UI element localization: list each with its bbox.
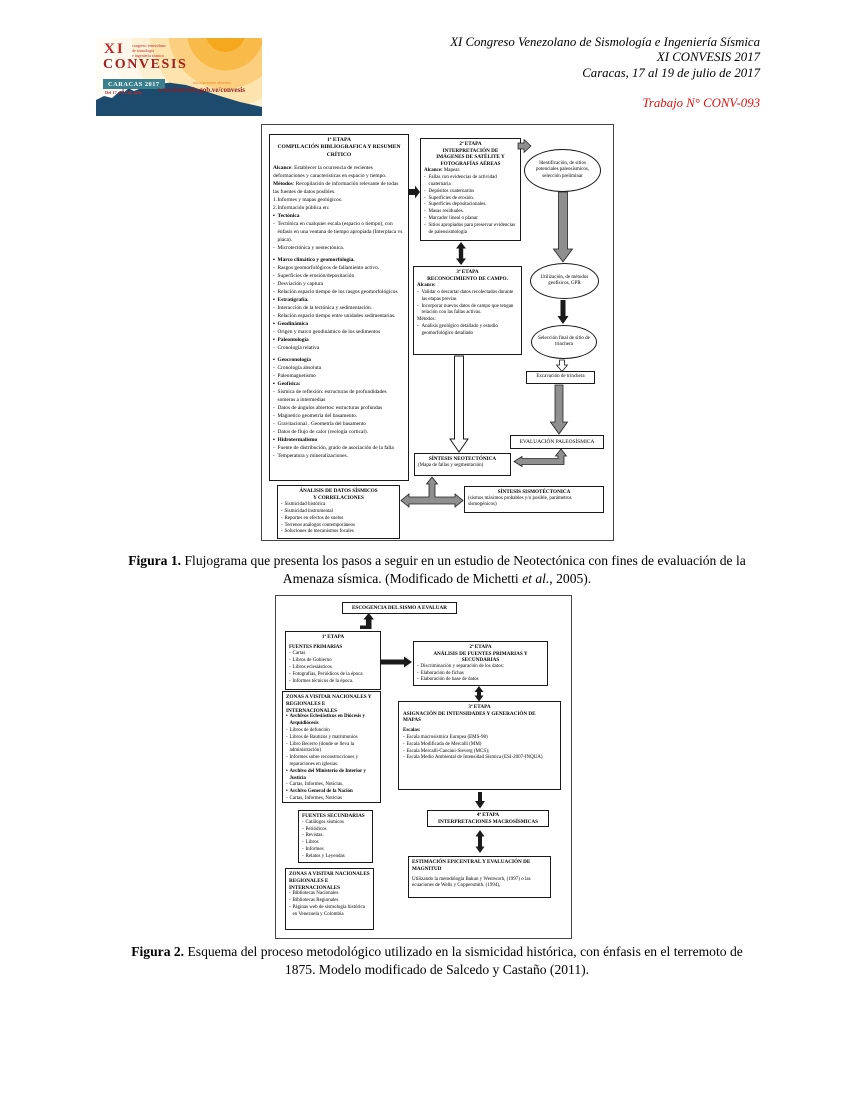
arrow-elbow-up-icon	[360, 613, 374, 629]
fig2-etapa2-items: - Discriminación y separación de los datos: - Elaboración de fichas - Elaboración de base de datos	[417, 663, 504, 683]
fig1-etapa1-box	[269, 134, 409, 481]
fig1-etapa1-title: 1ª ETAPA COMPILACIÓN BIBLIOGRAFICA Y RESUMEN CRÍTICO	[277, 137, 401, 158]
logo-caracas-badge: CARACAS 2017	[103, 79, 165, 89]
arrow-down-hollow-icon	[557, 360, 568, 372]
fig2-etapa2-box	[413, 641, 548, 686]
figure1-caption-label: Figura 1.	[128, 553, 182, 568]
logo-website-url: www.funvisis.gob.ve/convesis	[158, 86, 245, 94]
fig1-seismotectonic-synthesis-title: SÍNTESIS SISMOTÉCTONICA	[497, 489, 571, 495]
logo-inscriptions-text: inscripciones abiertas	[193, 80, 231, 85]
figure1-caption-etal: et al.	[522, 570, 550, 586]
arrow-right-icon	[381, 657, 412, 668]
fig1-etapa3-title: 3ª ETAPA RECONOCIMIENTO DE CAMPO.	[427, 269, 508, 282]
congress-title-line: XI Congreso Venezolano de Sismología e Ingeniería Sísmica	[450, 35, 760, 49]
arrow-tee-icon	[401, 477, 463, 507]
fig1-neotectonic-synthesis-title: SÍNTESIS NEOTECTÓNICA	[428, 456, 497, 462]
arrow-down-hollow-icon	[450, 356, 468, 452]
fig1-etapa2-box	[420, 138, 521, 241]
fig2-secondary-sources-box	[298, 810, 373, 863]
figure1-caption-text2: , 2005).	[549, 570, 592, 586]
fig1-ellipse-trench-site-selection: Selección final de sitio de trinchera	[531, 325, 597, 359]
fig2-zonas2-box	[285, 868, 374, 930]
logo-convesis-text: CONVESIS	[103, 57, 188, 72]
arrow-down-icon	[558, 300, 569, 324]
fig1-trench-excavation-box: Excavación de trinchera	[526, 371, 595, 384]
figure1-flowchart	[261, 124, 614, 541]
figure1-caption-text: Flujograma que presenta los pasos a seguir en un estudio de Neotectónica con fines de evaluación de la Amenaza sísmica. (Modificado de Michetti	[181, 553, 746, 586]
arrow-down-icon	[475, 792, 485, 809]
fig1-ellipse-geophysical-methods: Utilización, de métodos geofísicos, GPR	[530, 263, 599, 299]
fig2-etapa1-box	[285, 631, 381, 690]
fig2-secondary-sources-items: - Catálogos sísmicos - Periódicos - Revistas. - Libros - Informes - Relatos y Leyendas	[302, 819, 345, 859]
figure2-caption-text: Esquema del proceso metodológico utilizado en la sismicidad histórica, con énfasis en el terremoto de 1875. Modelo modificado de Salcedo y Castaño (2011).	[184, 944, 743, 977]
arrow-double-vertical-icon	[476, 830, 485, 853]
fig2-secondary-sources-title: FUENTES SECUNDARIAS	[302, 813, 365, 819]
congress-date-line: Caracas, 17 al 19 de julio de 2017	[582, 65, 760, 80]
fig1-seismotectonic-synthesis-sub: (sismos máximos probables y/o posible, parámetros sismogénicos)	[468, 495, 572, 508]
fig2-etapa1-items: FUENTES PRIMARIAS - Cartas - Libros de Gobierno - Libros eclesiásticos - Fotografías, Periódicos de la época - Informes técnicos de la época.	[289, 644, 363, 684]
logo-dates-text: Del 17 al 19 de julio	[105, 90, 142, 95]
fig2-etapa3-box	[398, 701, 561, 790]
fig2-etapa3-subtitle: ASIGNACIÓN DE INTENSIDADES Y GENERACIÓN DE MAPAS	[403, 710, 536, 724]
congress-header	[450, 35, 760, 81]
congress-name-line: XI CONVESIS 2017	[656, 50, 760, 65]
fig1-etapa2-items: Alcance: Mapear. - Fallas con evidencias de actividad cuaternaria - Depósitos cuaternarios - Superficies de erosión. - Superficies depositacionales. - Masas residuales. - Marcador lineal o planar - Sitios apropiados para preservar evidencias de paleosismología	[424, 168, 516, 235]
fig2-zonas2-title: ZONAS A VISITAR NACIONALES REGIONALES E INTERNACIONALES	[289, 871, 370, 891]
fig1-seismic-data-analysis-title: ÁNALISIS DE DATOS SÍSMICOS Y CORRELACIONES	[299, 488, 378, 501]
fig2-epicentral-estimation-body: Utilizando la metodología Bakun y Wentworh, (1997) o las ecuaciones de Wells y Coppersmith. (1994),	[412, 876, 531, 889]
figure2-flowchart	[275, 595, 572, 939]
fig2-zonas1-title: ZONAS A VISITAR NACIONALES Y REGIONALES E INTERNACIONALES	[286, 694, 372, 714]
fig1-seismic-data-analysis-items: - Sismicidad histórica - Sismicidad instrumental - Reportes en efectos de suelos - Terrenos análogos contemporáneos - Soluciones de mecanismos focales	[281, 502, 355, 535]
fig2-earthquake-selection-box: ESCOGENCIA DEL SISMO A EVALUAR	[342, 602, 457, 614]
fig2-zonas1-box	[282, 691, 381, 803]
arrow-right-icon	[409, 186, 420, 199]
arrow-double-vertical-icon	[475, 686, 484, 702]
logo-xi-text: XI	[104, 41, 125, 57]
fig2-epicentral-estimation-title: ESTIMACIÓN EPICENTRAL Y EVALUACIÓN DE MAGNITUD	[412, 859, 531, 872]
convesis-logo	[96, 38, 262, 116]
fig2-etapa3-title: 3ª ETAPA	[468, 704, 491, 710]
fig1-etapa2-title: 2ª ETAPA INTERPRETACIÓN DE IMÁGENES DE SATÉLITE Y FOTOGRAFÍAS AÉREAS	[436, 141, 505, 167]
arrow-down-icon	[554, 192, 573, 262]
figure2-caption-label: Figura 2.	[131, 944, 185, 959]
figure2-caption	[120, 943, 754, 978]
fig1-etapa1-items: Alcance: Establecer la ocurrencia de recientes deformaciones y características en espacio y tiempo. Métodos: Recopilación de información relevante de todas las fuentes de datos posibles. 1. Informes y mapas geológicos. 2. Información pública en: ▪ Tectónica - Tectónica en cualquier escala (espacio o tiempo), con énfasis en una ventana de tiempo apropiada (Interplaca vs placa). - Microtectónica y neotectónica. ▪ Marco climático y geomorfología. - Rasgos geomorfológicos de fallamiento activo. - Superficies de erosión/depositación - Desviación y captura - Relación espacio tiempo de los rasgos geomorfológicos ▪ Estratigrafía. - Interacción de la tectónica y sedimentación. - Relación espacio tiempo entre unidades sedimentarias. ▪ Geodinámica - Origen y marco geodinámico de los sedimentos ▪ Paleontología - Cronología relativa ▪ Geocronología - Cronología absoluta - Paleomagnetismo ▪ Geofísica: - Sísmica de reflexión: estructuras de profundidades someras a intermedias - Datos de ángulos abiertos: estructuras profundas - Magnetico geometría del basamento. - Gravitacional . Geometría del basamento - Datos de flujo de calor (reología cortical). ▪ Hidrotermalismo - Fuente de distribución, grado de asociación de la falla - Temperatura y mineralizaciones.	[273, 165, 403, 460]
arrow-double-vertical-icon	[456, 242, 466, 265]
fig2-zonas2-items: - Bibliotecas Nacionales - Bibliotecas Regionales - Páginas web de sismología histórica en Venezuela y Colombia	[289, 891, 365, 917]
fig2-etapa3-items: Escalas: - Escala macrosísmica Europea (EMS-98) - Escala Modificada de Mercalli (MM) - Escala Mercalli-Cancani-Sieverg (MCS); - Escala Medio Ambiental de Intensidad Sísmica (ESI-2007-INQUA)	[403, 728, 543, 761]
fig1-etapa3-box	[413, 266, 522, 355]
fig1-seismotectonic-synthesis-box	[464, 486, 604, 513]
fig2-etapa1-title: 1ª ETAPA	[321, 634, 345, 640]
fig2-etapa4-box: 4ª ETAPA INTERPRETACIONES MACROSÍSMICAS	[427, 810, 549, 827]
fig1-seismic-data-analysis-box	[277, 485, 400, 539]
fig1-etapa3-items: Alcance: - Validar o descartar datos recolectados durante las etapas previas - Incorporar nuevos datos de campo que tengan relación con las fallas activas. Métodos: - Análisis geológico detallado y estudio geomorfológico detallado	[417, 283, 514, 336]
fig2-epicentral-estimation-box	[408, 856, 551, 898]
arrow-elbow-icon	[514, 449, 567, 467]
figure1-caption	[120, 552, 754, 587]
fig2-etapa2-title: 2ª ETAPA ANÁLISIS DE FUENTES PRIMARIAS Y SECUNDARIAS	[433, 644, 528, 664]
arrow-down-icon	[551, 385, 568, 434]
paper-number: Trabajo N° CONV-093	[642, 96, 760, 110]
fig1-paleoseismic-evaluation-box: EVALUACIÓN PALEOSÍSMICA	[510, 435, 604, 449]
logo-congress-smalltext: congreso venezolano de sismología e ingeniería sísmica	[132, 43, 166, 58]
fig1-ellipse-site-identification: Identificación, de sitios potenciales paleosísmicos, selección preliminar	[524, 149, 601, 192]
fig1-neotectonic-synthesis-sub: (Mapa de fallas y segmentación)	[418, 462, 484, 468]
fig1-neotectonic-synthesis-box	[414, 453, 511, 476]
fig2-zonas1-items: • Archivos Eclesiásticos en Diócesis y Arquidiócesis - Libros de defunción - Libros de Bautizos y matrimonios - Libro Becerro (donde se lleva la administración) - Informes sobre reconstrucciones y reparaciones en iglesias. • Archivo del Ministerio de Interior y Justicia - Cartas, Informes, Noticias. • Archivo General de la Nación - Cartas, Informes, Noticias	[286, 714, 366, 801]
